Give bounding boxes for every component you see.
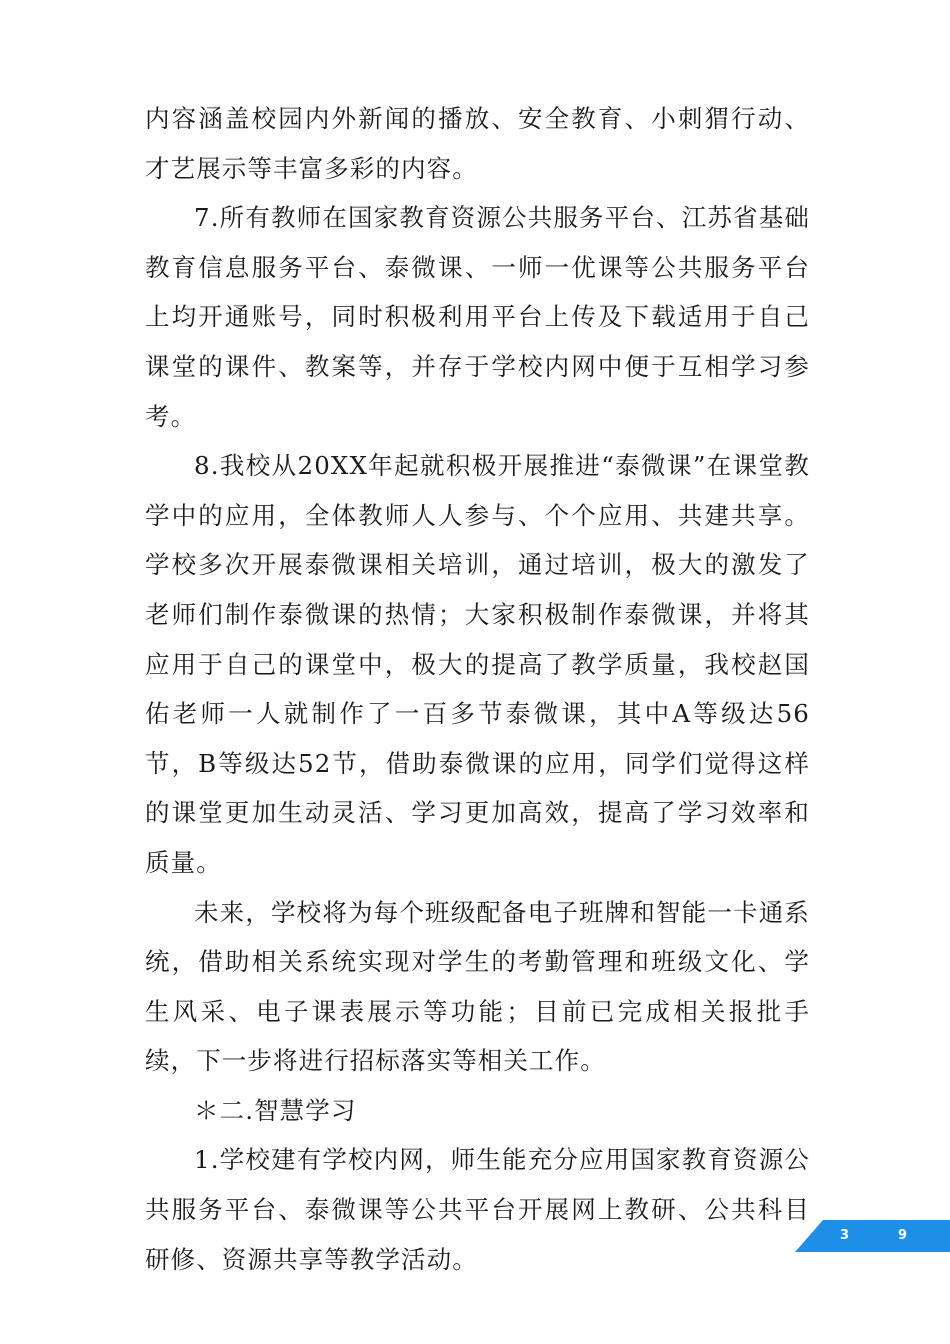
- paragraph-1: 内容涵盖校园内外新闻的播放、安全教育、小刺猬行动、才艺展示等丰富多彩的内容。: [145, 104, 810, 183]
- paragraph-5: 1.学校建有学校内网，师生能充分应用国家教育资源公共服务平台、泰微课等公共平台开展网上教研、公共科目研修、资源共享等教学活动。: [145, 1145, 810, 1274]
- paragraph-4: 未来，学校将为每个班级配备电子班牌和智能一卡通系统，借助相关系统实现对学生的考勤管理和班级文化、学生风采、电子课表展示等功能；目前已完成相关报批手续，下一步将进行招标落实等相关工作。: [145, 897, 810, 1076]
- page-number-current: 3: [840, 1228, 850, 1243]
- page-number-total: 9: [898, 1228, 908, 1243]
- paragraph-3: 8.我校从20XX年起就积极开展推进“泰微课”在课堂教学中的应用，全体教师人人参与、个个应用、共建共享。学校多次开展泰微课相关培训，通过培训，极大的激发了老师们制作泰微课的热情；大家积极制作泰微课，并将其应用于自己的课堂中，极大的提高了教学质量，我校赵国佑老师一人就制作了一百多节泰微课，其中A等级达56节，B等级达52节，借助泰微课的应用，同学们觉得这样的课堂更加生动灵活、学习更加高效，提高了学习效率和质量。: [145, 451, 810, 877]
- document-body: [145, 94, 810, 1284]
- paragraph-2: 7.所有教师在国家教育资源公共服务平台、江苏省基础教育信息服务平台、泰微课、一师一优课等公共服务平台上均开通账号，同时积极利用平台上传及下载适用于自己课堂的课件、教案等，并存于学校内网中便于互相学习参考。: [145, 203, 810, 431]
- page-number-tab: [795, 1220, 950, 1252]
- section-heading: ＊二.智慧学习: [194, 1095, 357, 1125]
